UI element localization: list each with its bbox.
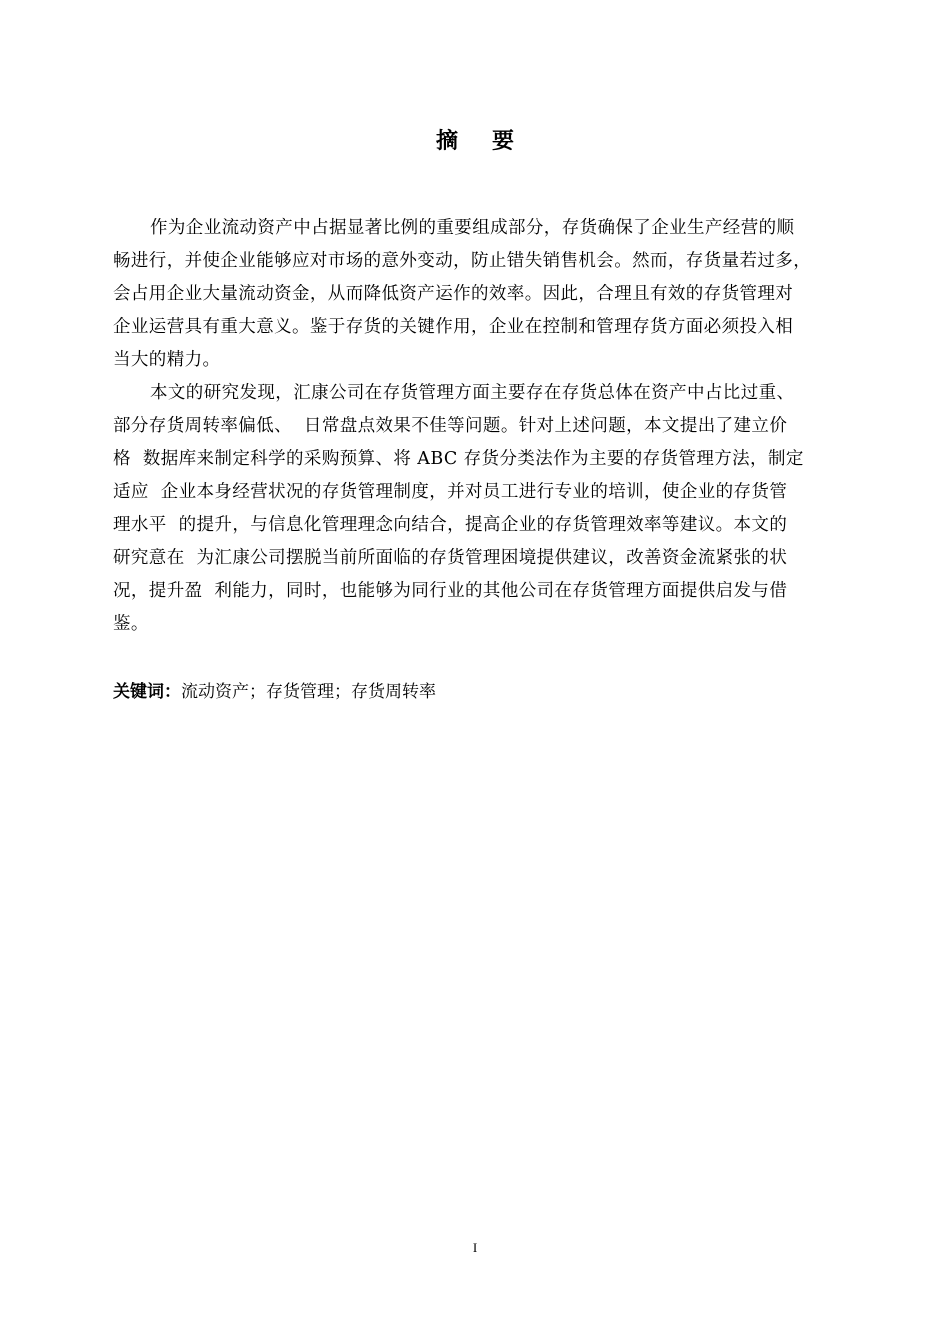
page-number: I: [472, 1240, 478, 1255]
paragraph-line: 畅进行，并使企业能够应对市场的意外变动，防止错失销售机会。然而，存货量若过多，: [113, 251, 812, 271]
paragraph-line: 作为企业流动资产中占据显著比例的重要组成部分，存货确保了企业生产经营的顺: [150, 218, 795, 238]
paragraph-line: 部分存货周转率偏低、 日常盘点效果不佳等问题。针对上述问题，本文提出了建立价: [113, 416, 788, 436]
paragraph-line: 本文的研究发现，汇康公司在存货管理方面主要存在存货总体在资产中占比过重、: [150, 383, 795, 403]
paragraph-line: 企业运营具有重大意义。鉴于存货的关键作用，企业在控制和管理存货方面必须投入相: [113, 317, 794, 337]
paragraph-line: 格 数据库来制定科学的采购预算、将 ABC 存货分类法作为主要的存货管理方法，制定: [113, 449, 804, 469]
abstract-paragraph-1: [113, 212, 853, 377]
paragraph-line: 会占用企业大量流动资金，从而降低资产运作的效率。因此，合理且有效的存货管理对: [113, 284, 794, 304]
paragraph-line: 适应 企业本身经营状况的存货管理制度，并对员工进行专业的培训，使企业的存货管: [113, 482, 788, 502]
keywords: [113, 676, 436, 709]
abstract-paragraph-2: [113, 377, 853, 641]
title-char-1: 摘: [435, 129, 458, 154]
title-char-2: 要: [492, 129, 515, 154]
keywords-value: 流动资产；存货管理；存货周转率: [181, 682, 436, 702]
keywords-label: 关键词：: [113, 682, 181, 702]
page-title: [0, 124, 950, 155]
paragraph-line: 研究意在 为汇康公司摆脱当前所面临的存货管理困境提供建议，改善资金流紧张的状: [113, 548, 788, 568]
paragraph-line: 当大的精力。: [113, 350, 221, 370]
paragraph-line: 理水平 的提升，与信息化管理理念向结合，提高企业的存货管理效率等建议。本文的: [113, 515, 788, 535]
paragraph-line: 况，提升盈 利能力，同时，也能够为同行业的其他公司在存货管理方面提供启发与借: [113, 581, 788, 601]
abstract-body: [113, 212, 853, 641]
paragraph-line: 鉴。: [113, 614, 149, 634]
